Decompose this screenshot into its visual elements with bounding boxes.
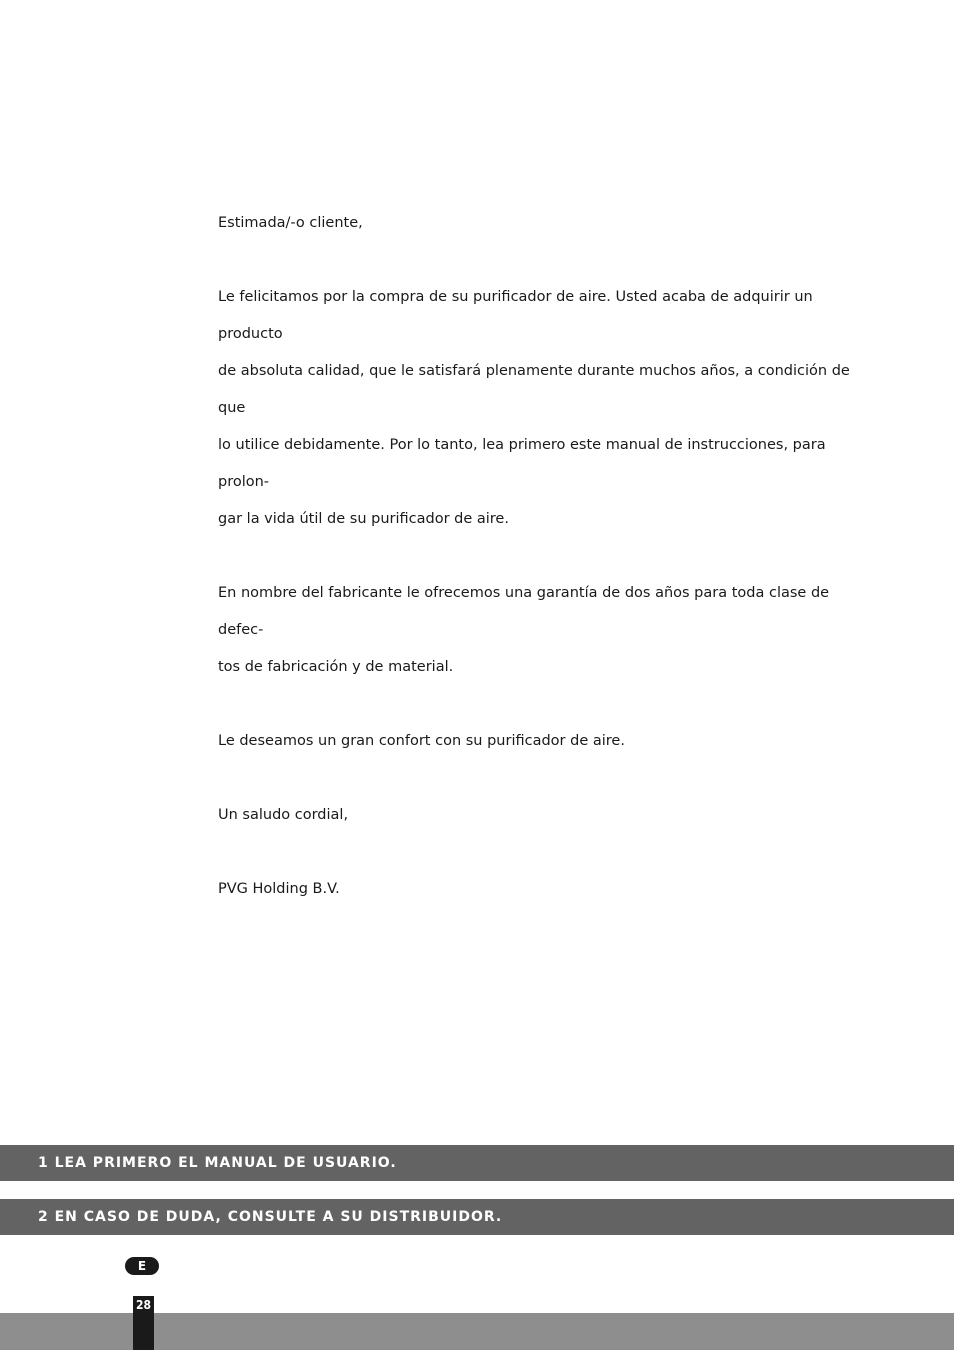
page-number: 28 [133,1296,154,1350]
letter-body [218,205,870,908]
closing: Un saludo cordial, [218,807,349,823]
paragraph-3: Le deseamos un gran confort con su purificador de aire. [218,733,625,749]
language-badge: E [125,1257,159,1275]
paragraph-2-line: tos de fabricación y de material. [218,659,454,675]
instruction-band-2: 2 EN CASO DE DUDA, CONSULTE A SU DISTRIBUIDOR. [0,1199,954,1235]
paragraph-2-line: En nombre del fabricante le ofrecemos una garantía de dos años para toda clase de defec- [218,585,830,638]
paragraph-1-line: de absoluta calidad, que le satisfará plenamente durante muchos años, a condición de que [218,363,850,416]
paragraph-2 [218,575,870,686]
paragraph-1-line: gar la vida útil de su purificador de aire. [218,511,509,527]
paragraph-1 [218,279,870,538]
greeting: Estimada/-o cliente, [218,215,363,231]
signature: PVG Holding B.V. [218,881,340,897]
paragraph-1-line: Le felicitamos por la compra de su purificador de aire. Usted acaba de adquirir un producto [218,289,813,342]
paragraph-1-line: lo utilice debidamente. Por lo tanto, lea primero este manual de instrucciones, para prolon- [218,437,826,490]
instruction-band-1: 1 LEA PRIMERO EL MANUAL DE USUARIO. [0,1145,954,1181]
